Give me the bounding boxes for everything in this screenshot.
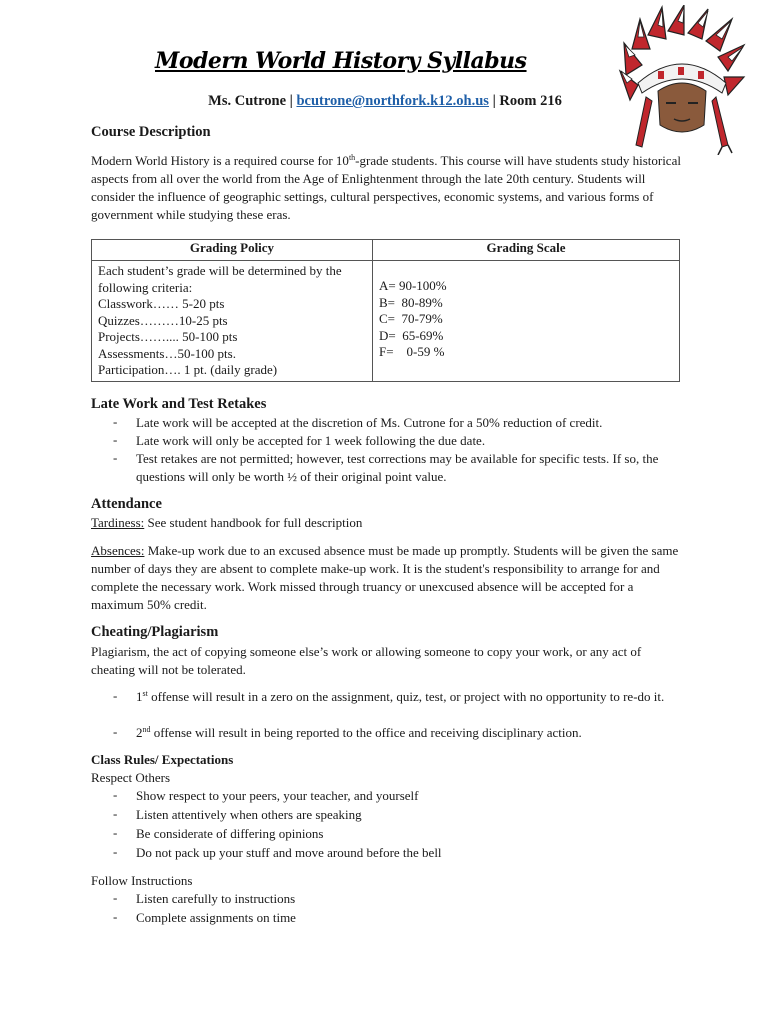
late-work-item: Late work will only be accepted for 1 week following the due date. bbox=[136, 433, 486, 448]
bullet-dash: - bbox=[113, 414, 118, 429]
respect-others-label: Respect Others bbox=[91, 770, 171, 785]
scale-line: F= 0-59 % bbox=[379, 344, 445, 359]
bullet-dash: - bbox=[113, 787, 118, 802]
page-title: Modern World History Syllabus bbox=[155, 48, 527, 74]
tardiness-line: Tardiness: See student handbook for full description bbox=[91, 515, 363, 530]
teacher-name: Ms. Cutrone | bbox=[208, 93, 293, 109]
cheating-item-first-offense: 1st offense will result in a zero on the assignment, quiz, test, or project with no opportunity to re-do it. bbox=[136, 689, 665, 704]
bullet-dash: - bbox=[113, 688, 118, 703]
bullet-dash: - bbox=[113, 890, 118, 905]
follow-item: Complete assignments on time bbox=[136, 910, 296, 925]
rules-heading: Class Rules/ Expectations bbox=[91, 752, 234, 767]
policy-line: Projects…….... 50-100 pts bbox=[98, 329, 238, 344]
late-work-heading: Late Work and Test Retakes bbox=[91, 396, 267, 412]
absences-label: Absences: bbox=[91, 543, 145, 558]
bullet-dash: - bbox=[113, 432, 118, 447]
cheating-heading: Cheating/Plagiarism bbox=[91, 624, 219, 640]
respect-item: Do not pack up your stuff and move around before the bell bbox=[136, 845, 442, 860]
grading-policy-cell bbox=[92, 261, 373, 382]
late-work-item: Test retakes are not permitted; however, test corrections may be available for specific tests. If so, the questions will only be worth ½ of their original point value. bbox=[136, 451, 659, 484]
bullet-dash: - bbox=[113, 844, 118, 859]
late-work-item: Late work will be accepted at the discretion of Ms. Cutrone for a 50% reduction of credit. bbox=[136, 415, 603, 430]
course-description-text: Modern World History is a required course for 10th-grade students. This course will have students study historical aspects from all over the world from the Age of Enlightenment through the late 20th century. Students will consider the influence of geographic settings, cultural perspectives, economic systems, and various forms of government while studying these eras. bbox=[91, 153, 681, 222]
follow-instructions-label: Follow Instructions bbox=[91, 873, 193, 888]
bullet-dash: - bbox=[113, 806, 118, 821]
room-number: | Room 216 bbox=[492, 93, 562, 109]
grading-table bbox=[91, 239, 680, 382]
scale-line: B= 80-89% bbox=[379, 294, 443, 310]
policy-line: Each student’s grade will be determined by the bbox=[98, 263, 342, 278]
contact-line bbox=[0, 93, 770, 110]
cheating-text: Plagiarism, the act of copying someone else’s work or allowing someone to copy your work, or any act of cheating will not be tolerated. bbox=[91, 644, 642, 677]
respect-item: Be considerate of differing opinions bbox=[136, 826, 324, 841]
grading-scale-header: Grading Scale bbox=[373, 240, 680, 261]
scale-line: A= 90-100% bbox=[379, 278, 447, 293]
email-link[interactable]: bcutrone@northfork.k12.oh.us bbox=[296, 93, 489, 109]
bullet-dash: - bbox=[113, 825, 118, 840]
absences-text: Absences: Make-up work due to an excused absence must be made up promptly. Students will be given the same number of days they are absent to complete make-up work. It is the student's responsibility to arrange for and complete the necessary work. Work missed through truancy or unexcused absence will be accepted for a maximum 50% credit. bbox=[91, 543, 679, 612]
bullet-dash: - bbox=[113, 450, 118, 465]
policy-line: Participation…. 1 pt. (daily grade) bbox=[98, 362, 278, 377]
bullet-dash: - bbox=[113, 909, 118, 924]
scale-line: C= 70-79% bbox=[379, 311, 443, 326]
policy-line: following criteria: bbox=[98, 279, 193, 295]
policy-line: Assessments…50-100 pts. bbox=[98, 345, 236, 361]
respect-item: Show respect to your peers, your teacher, and yourself bbox=[136, 788, 419, 803]
grading-policy-header: Grading Policy bbox=[92, 240, 373, 261]
bullet-dash: - bbox=[113, 724, 118, 739]
policy-line: Quizzes………10-25 pts bbox=[98, 312, 228, 328]
attendance-heading: Attendance bbox=[91, 496, 162, 512]
policy-line: Classwork…… 5-20 pts bbox=[98, 296, 225, 311]
cheating-item-second-offense: 2nd offense will result in being reported to the office and receiving disciplinary action. bbox=[136, 725, 582, 740]
mascot-headdress-logo bbox=[618, 5, 746, 155]
respect-item: Listen attentively when others are speaking bbox=[136, 807, 362, 822]
scale-line: D= 65-69% bbox=[379, 327, 444, 343]
grading-scale-cell bbox=[373, 261, 680, 382]
course-description-heading: Course Description bbox=[91, 124, 211, 140]
tardiness-label: Tardiness: bbox=[91, 515, 145, 530]
follow-item: Listen carefully to instructions bbox=[136, 891, 296, 906]
